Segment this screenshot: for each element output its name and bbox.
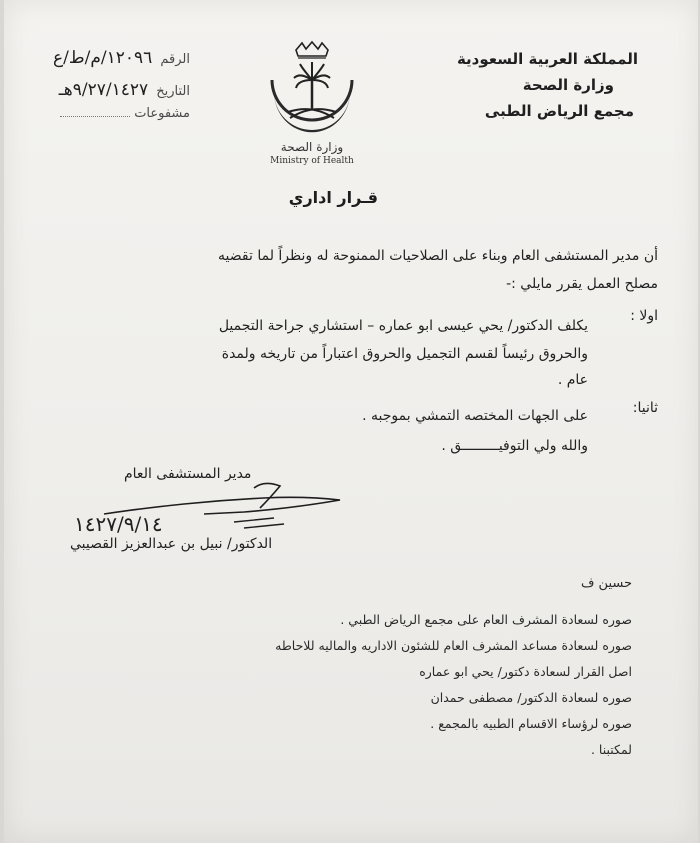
clause-2-line-1: على الجهات المختصه التمشي بموجبه .: [362, 408, 588, 424]
ref-date-value: ٩/٢٧/١٤٢٧هـ: [58, 80, 149, 100]
clause-1-line-1: يكلف الدكتور/ يحي عيسى ابو عماره – استشاري جراحة التجميل: [218, 318, 588, 334]
ministry-line-1: المملكة العربية السعودية: [456, 50, 638, 68]
copy-line-3: اصل القرار لسعادة دكتور/ يحي ابو عماره: [419, 664, 632, 679]
ref-number-value: ١٢٠٩٦/م/ط/ع: [53, 48, 153, 68]
clause-1-line-3: عام .: [557, 372, 588, 388]
ref-number-label: الرقم: [160, 52, 190, 67]
copy-line-4: صوره لسعادة الدكتور/ مصطفى حمدان: [430, 690, 632, 705]
intro-line-1: أن مدير المستشفى العام وبناء على الصلاحيات الممنوحة له ونظراً لما تقضيه: [218, 248, 658, 264]
ministry-line-2: وزارة الصحة: [522, 76, 614, 94]
copy-line-1: صوره لسعادة المشرف العام على مجمع الرياض الطبي .: [340, 612, 632, 627]
copy-line-5: صوره لرؤساء الاقسام الطبيه بالمجمع .: [430, 716, 632, 731]
intro-line-2: مصلح العمل يقرر مايلي :-: [506, 276, 658, 292]
ref-date-label: التاريخ: [156, 84, 190, 99]
clause-1-line-2: والحروق رئيساً لقسم التجميل والحروق اعتباراً من تاريخه ولمدة: [221, 346, 588, 362]
clause-2-label: ثانيا:: [632, 400, 658, 416]
ministry-logo: [260, 40, 364, 170]
closing-line: والله ولي التوفيـــــــــق .: [441, 438, 588, 454]
palm-swords-emblem-icon: [260, 40, 364, 140]
clause-1-label: اولا :: [630, 308, 658, 324]
decision-title: قـرار اداري: [288, 188, 378, 207]
copy-line-2: صوره لسعادة مساعد المشرف العام للشئون الاداريه والماليه للاحاطه: [275, 638, 632, 653]
signature-title: مدير المستشفى العام: [124, 466, 252, 482]
ref-attachments-label: مشفوعات: [134, 106, 190, 121]
signature-date: ١٤٢٧/٩/١٤: [74, 512, 163, 536]
document-sheet: [4, 0, 698, 843]
logo-english-text: Ministry of Health: [270, 156, 354, 166]
ref-date: [10, 80, 190, 100]
copy-line-6: لمكتبنا .: [590, 742, 632, 757]
ref-attachments: [10, 106, 190, 121]
typist-initials: حسين ف: [580, 576, 632, 591]
ref-number: [10, 48, 190, 68]
ministry-line-3: مجمع الرياض الطبى: [484, 102, 634, 120]
logo-arabic-text: وزارة الصحة: [280, 140, 344, 154]
signature-name: الدكتور/ نبيل بن عبدالعزيز القصيبي: [70, 536, 273, 552]
